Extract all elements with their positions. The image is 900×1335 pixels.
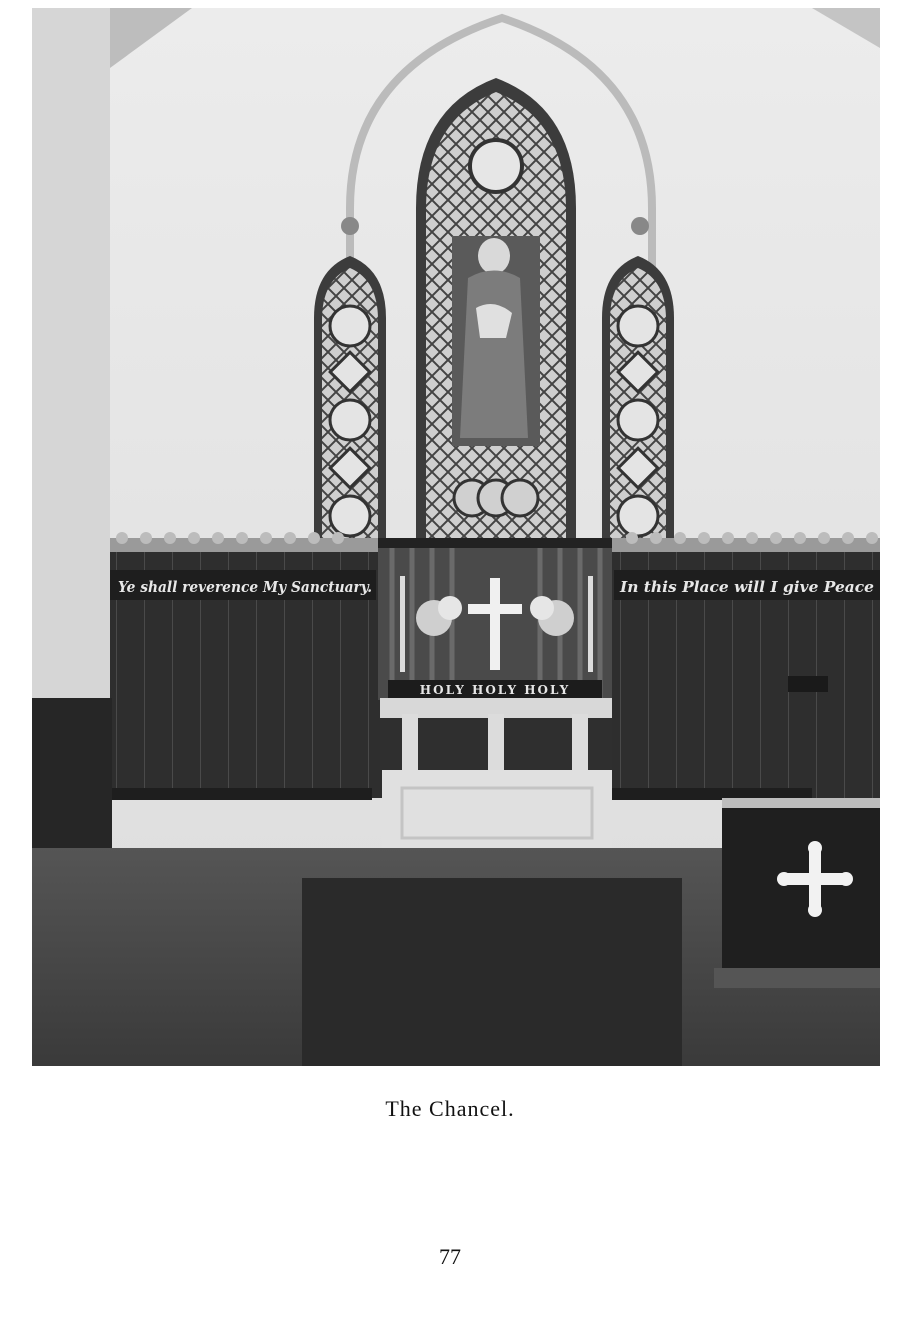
carpet-runner [302,878,682,1066]
corbel-right [631,217,649,235]
right-stained-glass-window [602,256,674,548]
corbel-left [341,217,359,235]
left-stained-glass-window [314,256,386,548]
altar-cross [490,578,500,670]
chancel-illustration [32,8,880,1066]
photo-caption: The Chancel. [385,1096,515,1121]
altar [378,538,612,878]
page-number: 77 [439,1244,461,1269]
inscription-right: In this Place will I give Peace [618,578,874,596]
candle-right [588,576,593,672]
inscription-left: Ye shall reverence My Sanctuary. [118,578,372,596]
altar-frontal-text: HOLY HOLY HOLY [419,683,571,697]
chancel-photograph [32,8,880,1066]
pulpit [714,798,880,988]
candle-left [400,576,405,672]
central-stained-glass-window [416,78,576,548]
lectern [788,676,828,692]
